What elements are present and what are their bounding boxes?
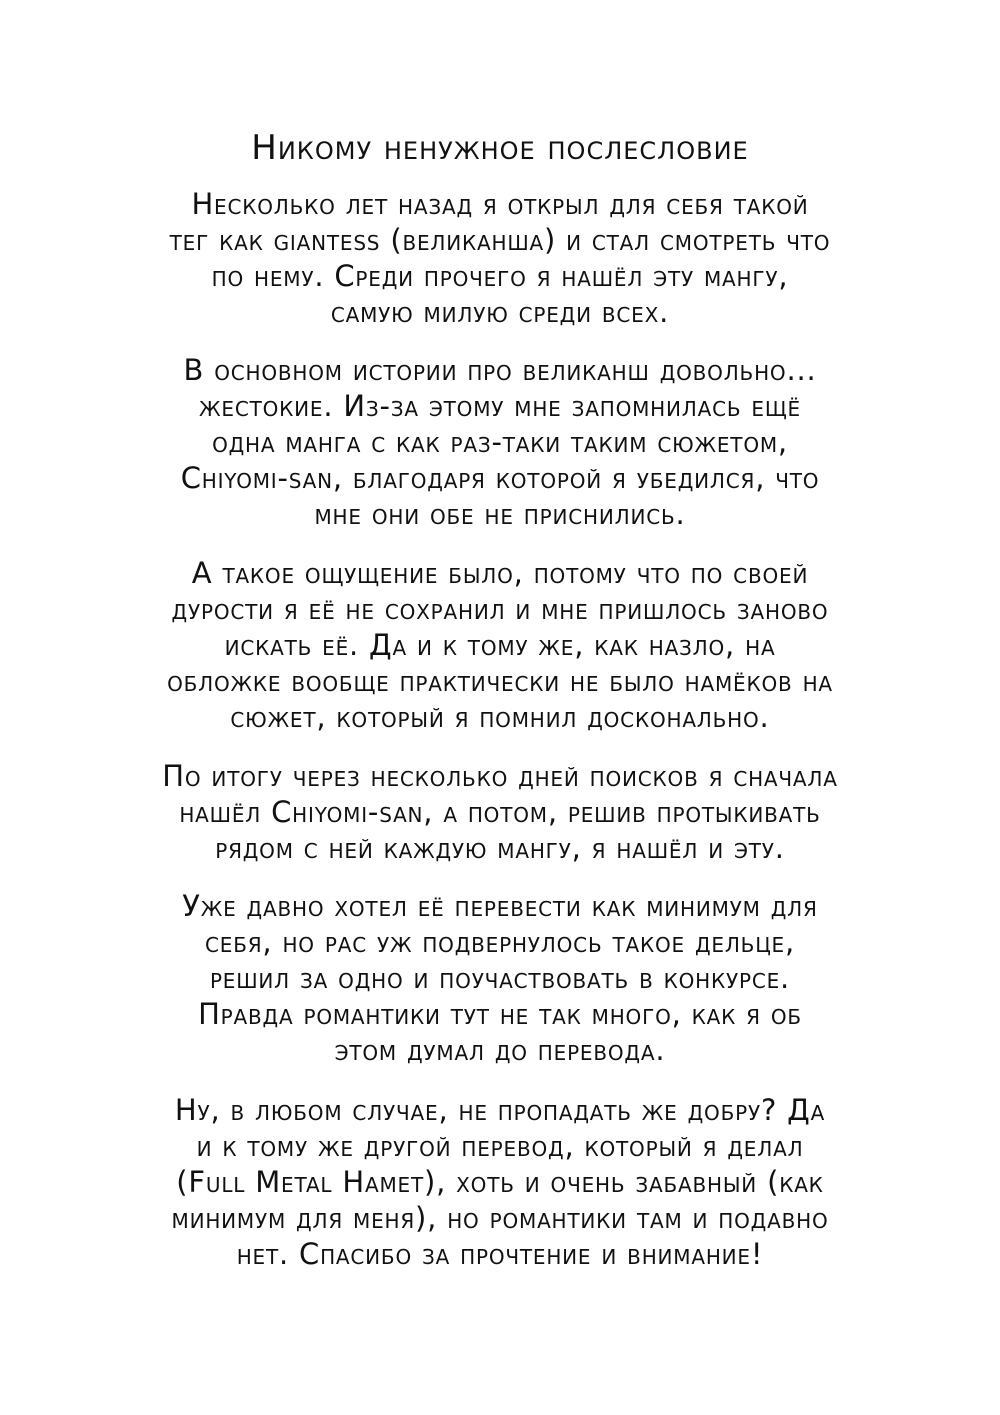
paragraph-line: А такое ощущение было, потому что по своей xyxy=(191,556,809,590)
paragraph-1 xyxy=(30,186,970,330)
paragraph-line: себя, но рас уж подвернулось такое дельце, xyxy=(205,925,795,959)
paragraph-line: одна манга с как раз-таки таким сюжетом, xyxy=(212,425,788,459)
paragraph-line: минимум для меня), но романтики там и подавно xyxy=(171,1201,829,1235)
paragraph-line: решил за одно и поучаствовать в конкурсе. xyxy=(209,961,791,995)
paragraph-line: искать её. Да и к тому же, как назло, на xyxy=(224,628,776,662)
paragraph-line: Несколько лет назад я открыл для себя такой xyxy=(191,187,809,221)
paragraph-4 xyxy=(30,758,970,866)
paragraph-2 xyxy=(30,352,970,532)
paragraph-5 xyxy=(30,888,970,1068)
paragraph-line: обложке вообще практически не было намёков на xyxy=(167,664,833,698)
paragraph-line: В основном истории про великанш довольно... xyxy=(183,353,817,387)
paragraph-line: и к тому же другой перевод, который я делал xyxy=(196,1129,804,1163)
paragraph-line: тег как giantess (великанша) и стал смотреть что xyxy=(169,223,831,257)
paragraph-line: (Full Metal Hamet), хоть и очень забавный (как xyxy=(176,1165,824,1199)
paragraph-6 xyxy=(30,1092,970,1272)
paragraph-line: Уже давно хотел её перевести как минимум для xyxy=(182,889,818,923)
page-title: Никому ненужное послесловие xyxy=(251,128,749,168)
paragraph-line: этом думал до перевода. xyxy=(334,1033,666,1067)
paragraph-line: нашёл Chiyomi-san, а потом, решив протыкивать xyxy=(179,795,821,829)
paragraph-line: Ну, в любом случае, не пропадать же добру? Да xyxy=(174,1093,826,1127)
paragraph-line: мне они обе не приснились. xyxy=(314,497,686,531)
paragraph-line: Chiyomi-san, благодаря которой я убедился, что xyxy=(180,461,820,495)
paragraph-3 xyxy=(30,555,970,735)
paragraph-line: По итогу через несколько дней поисков я сначала xyxy=(162,759,838,793)
paragraph-line: Правда романтики тут не так много, как я об xyxy=(198,997,802,1031)
paragraph-line: жестокие. Из-за этому мне запомнилась ещё xyxy=(199,389,801,423)
paragraph-line: нет. Спасибо за прочтение и внимание! xyxy=(236,1237,764,1271)
paragraph-line: рядом с ней каждую мангу, я нашёл и эту. xyxy=(215,831,785,865)
paragraph-line: самую милую среди всех. xyxy=(330,295,670,329)
paragraph-line: сюжет, который я помнил досконально. xyxy=(230,700,770,734)
paragraph-line: дурости я её не сохранил и мне пришлось заново xyxy=(171,592,829,626)
paragraph-line: по нему. Среди прочего я нашёл эту мангу, xyxy=(211,259,789,293)
